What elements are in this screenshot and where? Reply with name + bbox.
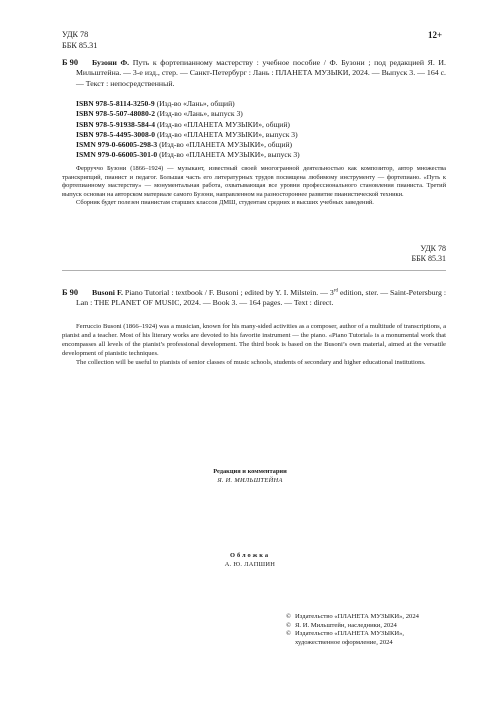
ru-author-code: Б 90 bbox=[62, 58, 79, 67]
age-rating: 12+ bbox=[428, 30, 443, 40]
en-annotation-paragraph: Ferruccio Busoni (1866–1924) was a musician, known for his many-sided activities as a composer, author of a multitude of transcriptions, a pianist and a teacher. Most of his literary works are devoted to his favorite instrument — the piano. «Piano Tutorial» is a monumental work that encompasses all levels of the pianist’s professional development. The third book is based on the Busoni’s own material, aimed at the versatile development of pianistic techniques. bbox=[62, 323, 446, 357]
ru-entry-text: Путь к фортепианному мастерству : учебное пособие / Ф. Бузони ; под редакцией Я. И. Мильштейна. — 3-е изд., стер. — Санкт-Петербург : Лань : ПЛАНЕТА МУЗЫКИ, 2024. — Выпуск 3. — 164 с. — Текст : непосредственный. bbox=[76, 58, 446, 88]
cover-label: Обложка bbox=[229, 552, 271, 559]
ru-author-heading: Бузони Ф. bbox=[92, 58, 130, 67]
en-bibliographic-entry bbox=[76, 288, 446, 309]
en-entry-text-1: Piano Tutorial : textbook / F. Busoni ; edited by Y. I. Milstein. — 3 bbox=[124, 288, 334, 297]
isbn-list bbox=[76, 99, 300, 161]
editor-label: Редакция и комментарии bbox=[213, 468, 287, 475]
ru-annotation-paragraph: Сборник будет полезен пианистам старших классов ДМШ, студентам средних и высших учебных заведений. bbox=[76, 199, 374, 207]
en-entry-sup: rd bbox=[333, 288, 338, 294]
editor-name: Я. И. МИЛЬШТЕЙНА bbox=[217, 477, 283, 484]
cover-designer-name: А. Ю. ЛАПШИН bbox=[224, 561, 276, 568]
isbn-line: ISBN 978-5-91938-584-4 (Изд-во «ПЛАНЕТА МУЗЫКИ», общий) bbox=[76, 119, 290, 129]
en-annotation-paragraph: The collection will be useful to pianists of senior classes of music schools, students of secondary and higher educational institutions. bbox=[76, 359, 426, 366]
ru-annotation bbox=[62, 165, 446, 208]
isbn-line: ISBN 978-5-4495-3008-0 (Изд-во «ПЛАНЕТА МУЗЫКИ», выпуск 3) bbox=[76, 129, 298, 139]
header-bbk: ББК 85.31 bbox=[62, 40, 98, 50]
en-author-code: Б 90 bbox=[62, 288, 79, 297]
header-udk: УДК 78 bbox=[62, 30, 89, 39]
copyright-line: художественное оформление, 2024 bbox=[295, 638, 393, 646]
section-divider bbox=[62, 270, 446, 271]
en-entry-text-2: edition, ster. — Saint-Petersburg : Lan : THE PLANET OF MUSIC, 2024. — Book 3. — 164 pages. — Text : direct. bbox=[76, 288, 447, 308]
ru-annotation-paragraph: Ферруччо Бузони (1866–1924) — музыкант, известный своей многогранной деятельностью как композитор, автор множества транскрипций, пианист и педагог. Большая часть его литературных трудов посвящена любимому инструменту — фортепиано. «Путь к фортепианному мастерству» — монументальная работа, охватывающая все уровни профессионального становления пианиста. Третий выпуск основан на авторском материале самого Бузони, направленном на разностороннее развитие пианистической техники. bbox=[62, 165, 446, 198]
ru-bibliographic-entry bbox=[76, 58, 446, 89]
copyright-line: © Издательство «ПЛАНЕТА МУЗЫКИ», bbox=[286, 630, 405, 638]
copyright-block bbox=[286, 613, 456, 647]
en-annotation bbox=[62, 322, 446, 367]
isbn-line: ISBN 978-5-8114-3250-9 (Изд-во «Лань», общий) bbox=[76, 99, 235, 108]
copyright-line: © Я. И. Мильштейн, наследники, 2024 bbox=[286, 621, 397, 629]
bbk-repeat: ББК 85.31 bbox=[411, 254, 446, 264]
ismn-line: ISMN 979-0-66005-298-3 (Изд-во «ПЛАНЕТА МУЗЫКИ», общий) bbox=[76, 140, 293, 150]
header-classification bbox=[62, 30, 97, 51]
ismn-line: ISMN 979-0-66005-301-0 (Изд-во «ПЛАНЕТА МУЗЫКИ», выпуск 3) bbox=[76, 150, 300, 160]
en-author-heading: Busoni F. bbox=[92, 288, 123, 297]
copyright-line: © Издательство «ПЛАНЕТА МУЗЫКИ», 2024 bbox=[286, 613, 419, 620]
isbn-line: ISBN 978-5-507-48080-2 (Изд-во «Лань», выпуск 3) bbox=[76, 109, 243, 119]
udk-repeat-block bbox=[410, 244, 446, 265]
udk-repeat: УДК 78 bbox=[420, 244, 446, 253]
